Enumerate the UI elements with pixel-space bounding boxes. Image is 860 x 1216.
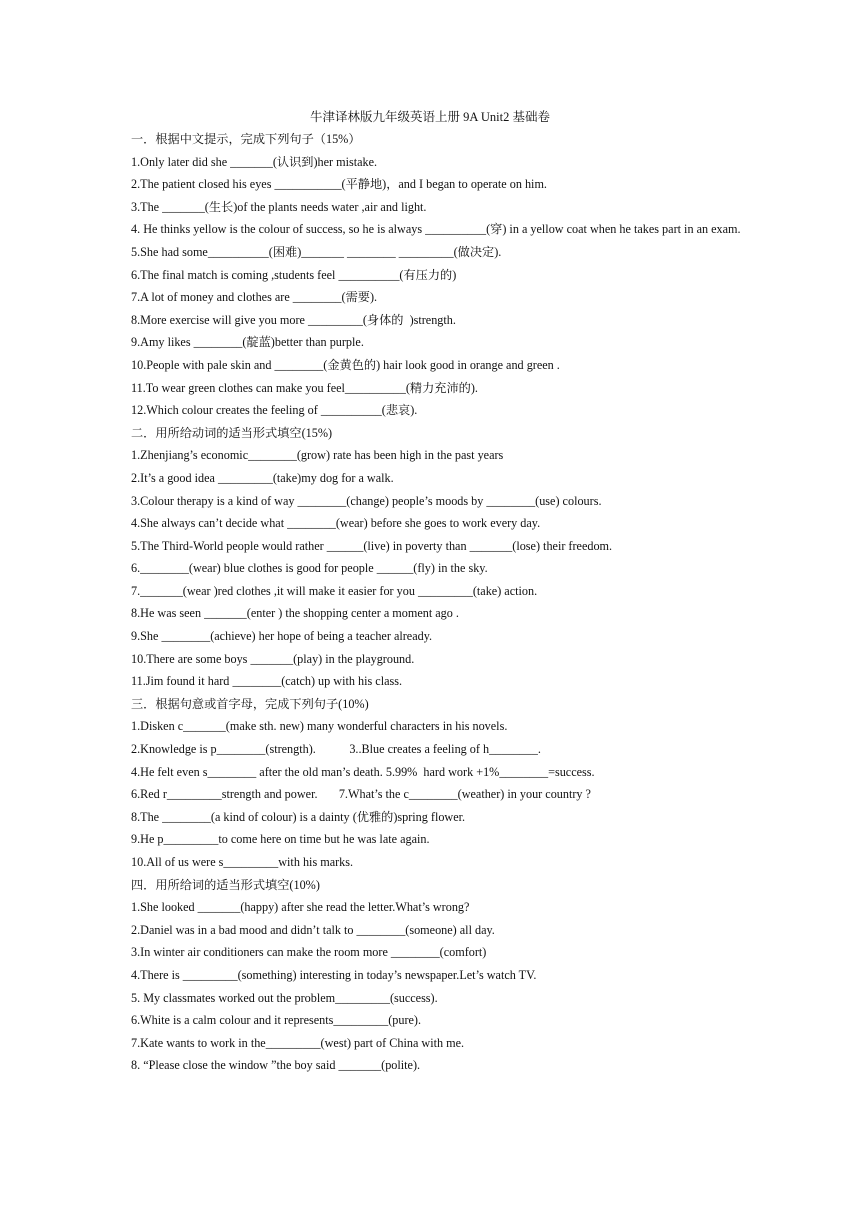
exercise-line: 5. My classmates worked out the problem_________(success).	[131, 990, 438, 1005]
exercise-line: 10.There are some boys _______(play) in the playground.	[131, 651, 415, 666]
exercise-line: 7.Kate wants to work in the_________(west) part of China with me.	[131, 1035, 465, 1050]
exercise-line: 8.He was seen _______(enter ) the shopping center a moment ago .	[131, 606, 459, 621]
exercise-line: 2.Daniel was in a bad mood and didn’t talk to ________(someone) all day.	[131, 922, 495, 937]
document-body	[131, 128, 741, 1077]
exercise-line: 11.Jim found it hard ________(catch) up with his class.	[131, 674, 403, 689]
exercise-line: 7.A lot of money and clothes are ________(需要).	[131, 290, 378, 305]
exercise-line: 10.People with pale skin and ________(金黄色的) hair look good in orange and green .	[131, 357, 560, 372]
exercise-line: 9.Amy likes ________(靛蓝)better than purple.	[131, 335, 364, 350]
exercise-line: 6.The final match is coming ,students feel __________(有压力的)	[131, 267, 457, 282]
section-heading: 四．用所给词的适当形式填空(10%)	[131, 877, 320, 892]
exercise-line: 1.Only later did she _______(认识到)her mistake.	[131, 154, 378, 169]
exercise-line: 4.He felt even s________ after the old man’s death. 5.99% hard work +1%________=success.	[131, 764, 595, 779]
exercise-line: 12.Which colour creates the feeling of __________(悲哀).	[131, 403, 418, 418]
exercise-line: 11.To wear green clothes can make you feel__________(精力充沛的).	[131, 380, 478, 395]
exercise-line: 4.There is _________(something) interesting in today’s newspaper.Let’s watch TV.	[131, 967, 537, 982]
section-heading: 一．根据中文提示，完成下列句子（15%）	[131, 132, 361, 146]
exercise-line: 4.She always can’t decide what ________(wear) before she goes to work every day.	[131, 516, 541, 531]
section-heading: 三．根据句意或首字母，完成下列句子(10%)	[131, 696, 369, 711]
exercise-line: 8. “Please close the window ”the boy said _______(polite).	[131, 1058, 421, 1073]
exercise-line: 10.All of us were s_________with his marks.	[131, 855, 354, 869]
exercise-line: 9.He p_________to come here on time but he was late again.	[131, 832, 430, 847]
exercise-line: 4. He thinks yellow is the colour of success, so he is always __________(穿) in a yellow coat when he takes part in an exam.	[131, 222, 741, 237]
exercise-line: 6.White is a calm colour and it represents_________(pure).	[131, 1013, 422, 1028]
exercise-line: 1.Disken c_______(make sth. new) many wonderful characters in his novels.	[131, 719, 508, 734]
exercise-line: 1.She looked _______(happy) after she read the letter.What’s wrong?	[131, 900, 470, 915]
page-title: 牛津译林版九年级英语上册 9A Unit2 基础卷	[310, 110, 550, 124]
exercise-line: 7._______(wear )red clothes ,it will make it easier for you _________(take) action.	[131, 583, 538, 598]
exercise-line: 6.Red r_________strength and power. 7.What’s the c________(weather) in your country ?	[131, 787, 591, 802]
exercise-line: 2.Knowledge is p________(strength). 3..Blue creates a feeling of h________.	[131, 742, 541, 757]
exercise-line: 3.In winter air conditioners can make the room more ________(comfort)	[131, 945, 487, 960]
exercise-line: 8.More exercise will give you more _________(身体的 )strength.	[131, 312, 456, 327]
exercise-line: 3.Colour therapy is a kind of way ________(change) people’s moods by ________(use) colours.	[131, 493, 602, 508]
exercise-line: 5.She had some__________(困难)_______ ________ _________(做决定).	[131, 244, 502, 259]
exercise-line: 2.It’s a good idea _________(take)my dog for a walk.	[131, 470, 394, 485]
exercise-line: 2.The patient closed his eyes ___________(平静地)，and I began to operate on him.	[131, 177, 547, 192]
exercise-line: 1.Zhenjiang’s economic________(grow) rate has been high in the past years	[131, 448, 504, 463]
exercise-line: 5.The Third-World people would rather ______(live) in poverty than _______(lose) their freedom.	[131, 538, 613, 553]
exercise-line: 6.________(wear) blue clothes is good for people ______(fly) in the sky.	[131, 561, 488, 576]
exercise-line: 8.The ________(a kind of colour) is a dainty (优雅的)spring flower.	[131, 809, 466, 824]
exercise-line: 3.The _______(生长)of the plants needs water ,air and light.	[131, 199, 427, 214]
exercise-line: 9.She ________(achieve) her hope of being a teacher already.	[131, 629, 433, 644]
section-heading: 二．用所给动词的适当形式填空(15%)	[131, 425, 333, 440]
